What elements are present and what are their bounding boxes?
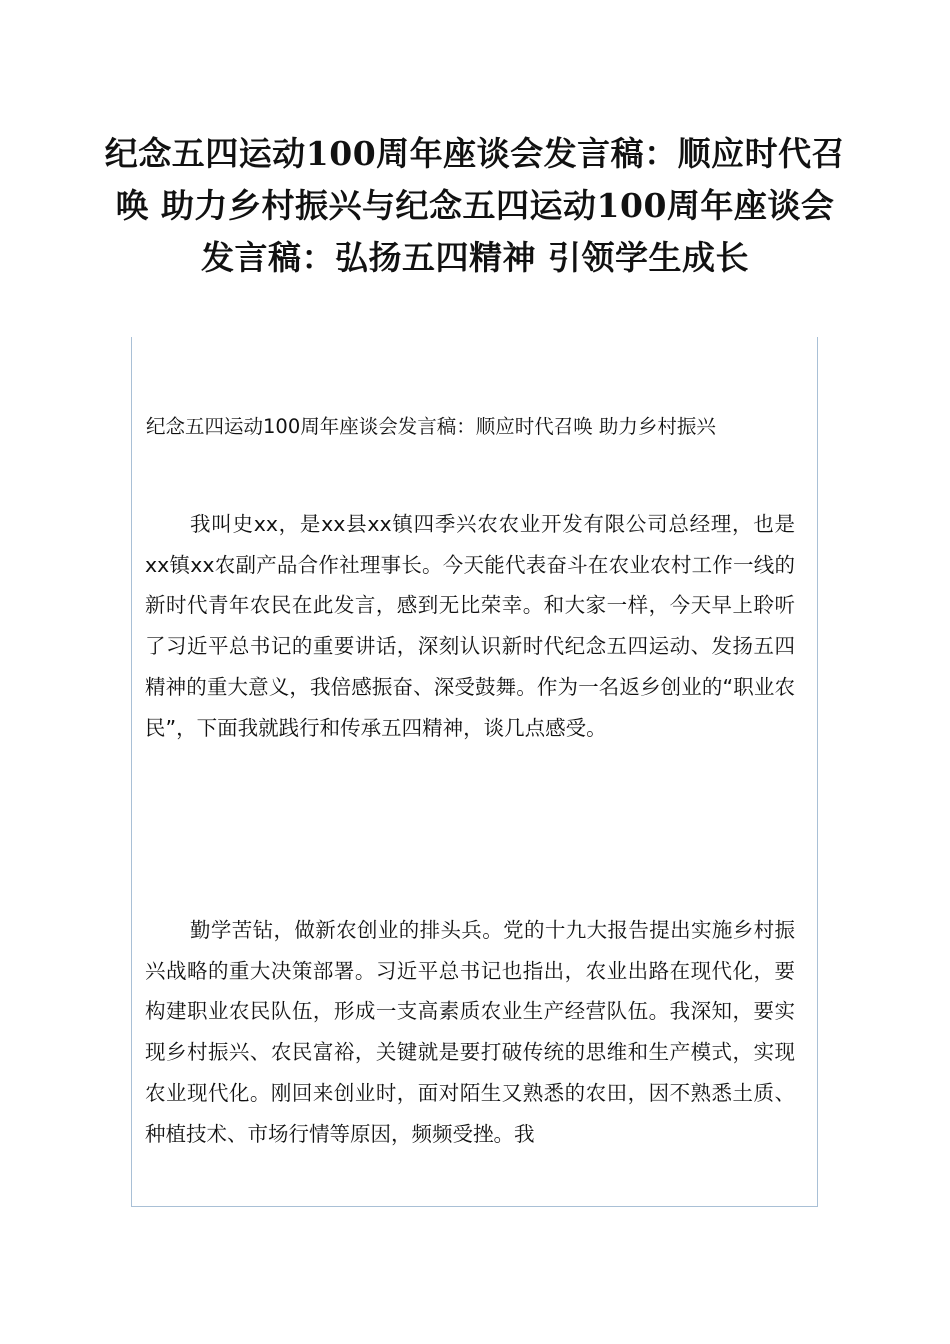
body-paragraph-2: 勤学苦钻，做新农创业的排头兵。党的十九大报告提出实施乡村振兴战略的重大决策部署。习近平总书记也指出，农业出路在现代化，要构建职业农民队伍，形成一支高素质农业生产经营队伍。我深知，要实现乡村振兴、农民富裕，关键就是要打破传统的思维和生产模式，实现农业现代化。刚回来创业时，面对陌生又熟悉的农田，因不熟悉土质、种植技术、市场行情等原因，频频受挫。我 [145,918,795,1146]
document-title: 纪念五四运动100周年座谈会发言稿：顺应时代召唤 助力乡村振兴与纪念五四运动100周年座谈会发言稿：弘扬五四精神 引领学生成长 [104,134,846,277]
content-frame [131,337,818,1207]
body-paragraph-1: 我叫史xx，是xx县xx镇四季兴农农业开发有限公司总经理，也是xx镇xx农副产品合作社理事长。今天能代表奋斗在农业农村工作一线的新时代青年农民在此发言，感到无比荣幸。和大家一样，今天早上聆听了习近平总书记的重要讲话，深刻认识新时代纪念五四运动、发扬五四精神的重大意义，我倍感振奋、深受鼓舞。作为一名返乡创业的“职业农民”，下面我就践行和传承五四精神，谈几点感受。 [145,512,795,740]
section-heading: 纪念五四运动100周年座谈会发言稿：顺应时代召唤 助力乡村振兴 [146,415,716,438]
